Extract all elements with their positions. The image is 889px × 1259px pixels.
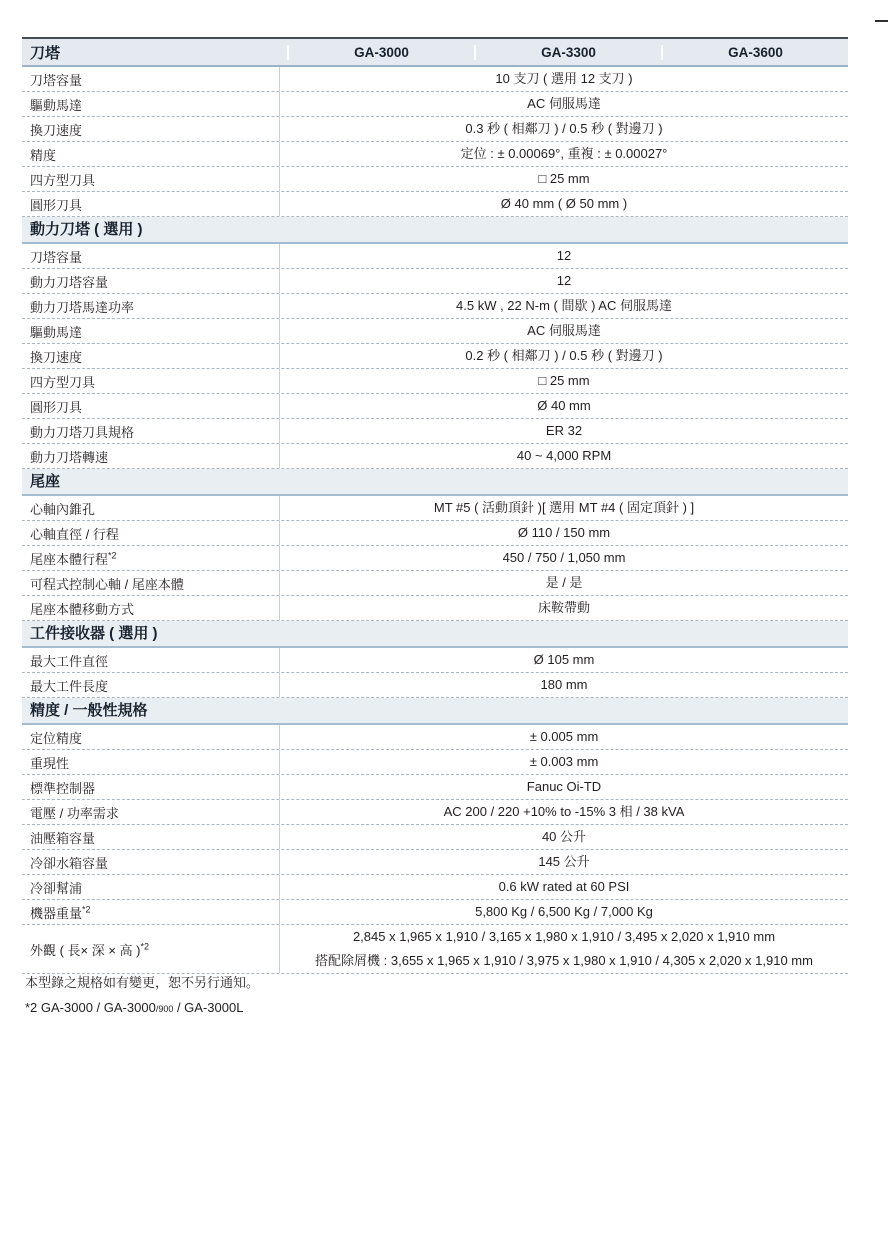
spec-value (279, 244, 848, 268)
table-row (22, 269, 848, 294)
spec-value-line: 40 公升 (541, 829, 587, 844)
table-row (22, 419, 848, 444)
spec-value (279, 800, 848, 824)
spec-value (279, 521, 848, 545)
spec-value-line: 是 / 是 (545, 575, 583, 590)
spec-value-line: 450 / 750 / 1,050 mm (502, 550, 626, 565)
spec-label: 心軸內錐孔 (30, 501, 96, 517)
spec-value (279, 546, 848, 570)
spec-label: 定位精度 (30, 730, 83, 746)
spec-label: 換刀速度 (30, 349, 83, 365)
section-header: 尾座 (22, 469, 848, 496)
table-row (22, 369, 848, 394)
table-row (22, 850, 848, 875)
spec-value (279, 394, 848, 418)
spec-value (279, 419, 848, 443)
spec-label: 心軸直徑 / 行程 (30, 526, 119, 542)
table-row (22, 294, 848, 319)
model-column-header-ga3000: GA-3000 (287, 45, 474, 60)
table-header-row (22, 39, 848, 67)
model-column-header-ga3300: GA-3300 (474, 45, 661, 60)
spec-value-line: Fanuc Oi-TD (526, 779, 602, 794)
table-row (22, 800, 848, 825)
spec-table (22, 37, 848, 974)
footnotes (25, 970, 259, 1022)
spec-value (279, 825, 848, 849)
spec-value-line: Ø 40 mm ( Ø 50 mm ) (500, 196, 628, 211)
spec-label: 尾座本體移動方式 (30, 601, 135, 617)
spec-value (279, 444, 848, 468)
table-row (22, 192, 848, 217)
spec-value (279, 192, 848, 216)
spec-label: 外觀 ( 長× 深 × 高 )$^{*2}$ (30, 941, 150, 958)
spec-value (279, 269, 848, 293)
table-row (22, 394, 848, 419)
table-row (22, 775, 848, 800)
spec-value (279, 67, 848, 91)
spec-value-line: 床鞍帶動 (537, 600, 590, 615)
spec-value-line: ± 0.003 mm (529, 754, 599, 769)
spec-label: 可程式控制心軸 / 尾座本體 (30, 576, 184, 592)
table-row (22, 344, 848, 369)
spec-value-line: 5,800 Kg / 6,500 Kg / 7,000 Kg (475, 904, 653, 919)
spec-value-line: 145 公升 (538, 854, 590, 869)
spec-value (279, 319, 848, 343)
spec-value-line: 0.6 kW rated at 60 PSI (498, 879, 630, 894)
footnote-models-prefix: *2 GA-3000 / GA-3000 (25, 1000, 156, 1015)
spec-label: 機器重量$^{*2}$ (30, 904, 91, 921)
table-row (22, 571, 848, 596)
spec-label: 圓形刀具 (30, 399, 83, 415)
spec-label: 刀塔容量 (30, 72, 83, 88)
spec-value-line: 搭配除屑機 : 3,655 x 1,965 x 1,910 / 3,975 x 1,980 x 1,910 / 4,305 x 2,020 x 1,910 mm (315, 953, 813, 968)
spec-value (279, 571, 848, 595)
table-row (22, 925, 848, 974)
table-row (22, 725, 848, 750)
footnote-general: 本型錄之規格如有變更，恕不另行通知。 (25, 975, 260, 990)
spec-value-line: □ 25 mm (538, 373, 590, 388)
spec-value-line: 10 支刀 ( 選用 12 支刀 ) (495, 71, 633, 86)
spec-label: 油壓箱容量 (30, 830, 96, 846)
spec-value-line: Ø 110 / 150 mm (517, 525, 611, 540)
table-row (22, 648, 848, 673)
spec-value (279, 850, 848, 874)
table-row (22, 244, 848, 269)
crop-mark (875, 20, 888, 22)
spec-value-line: 180 mm (540, 677, 588, 692)
table-row (22, 92, 848, 117)
section-header: 精度 / 一般性規格 (22, 698, 848, 725)
spec-value (279, 725, 848, 749)
spec-label: 四方型刀具 (30, 374, 96, 390)
spec-value-line: 0.2 秒 ( 相鄰刀 ) / 0.5 秒 ( 對邊刀 ) (465, 348, 663, 363)
spec-value (279, 117, 848, 141)
spec-value-line: 4.5 kW , 22 N-m ( 間歇 ) AC 伺服馬達 (456, 298, 672, 313)
table-row (22, 875, 848, 900)
footnote-models (25, 995, 259, 1022)
table-row (22, 825, 848, 850)
table-row (22, 444, 848, 469)
table-body (22, 67, 848, 974)
spec-label: 冷卻幫浦 (30, 880, 83, 896)
spec-value-line: Ø 40 mm (537, 398, 591, 413)
spec-value-line: □ 25 mm (538, 171, 590, 186)
spec-value (279, 294, 848, 318)
table-row (22, 596, 848, 621)
table-row (22, 167, 848, 192)
spec-value (279, 496, 848, 520)
spec-label: 動力刀塔刀具規格 (30, 424, 135, 440)
table-row (22, 117, 848, 142)
spec-label: 精度 (30, 147, 57, 163)
spec-value (279, 900, 848, 924)
table-row (22, 67, 848, 92)
spec-value (279, 344, 848, 368)
spec-label: 驅動馬達 (30, 97, 83, 113)
spec-label: 換刀速度 (30, 122, 83, 138)
spec-label: 重現性 (30, 755, 70, 771)
spec-label: 冷卻水箱容量 (30, 855, 109, 871)
spec-label: 刀塔容量 (30, 249, 83, 265)
table-header-title: 刀塔 (30, 44, 61, 62)
spec-value-line: 定位 : ± 0.00069°, 重複 : ± 0.00027° (460, 146, 668, 161)
spec-value-line: Ø 105 mm (533, 652, 595, 667)
spec-label: 四方型刀具 (30, 172, 96, 188)
spec-value (279, 775, 848, 799)
spec-value-line: AC 200 / 220 +10% to -15% 3 相 / 38 kVA (443, 804, 685, 819)
table-row (22, 521, 848, 546)
spec-value (279, 142, 848, 166)
spec-label: 最大工件長度 (30, 678, 109, 694)
spec-label: 動力刀塔容量 (30, 274, 109, 290)
spec-value-line: 12 (556, 273, 572, 288)
spec-value (279, 673, 848, 697)
table-row (22, 673, 848, 698)
table-row (22, 900, 848, 925)
table-row (22, 750, 848, 775)
table-row (22, 496, 848, 521)
model-column-header-ga3600: GA-3600 (661, 45, 848, 60)
spec-label: 動力刀塔轉速 (30, 449, 109, 465)
footnote-marker: *2 (108, 550, 117, 561)
table-row (22, 142, 848, 167)
footnote-marker: *2 (82, 904, 91, 915)
footnote-models-sub: /900 (155, 1004, 174, 1014)
spec-label: 標準控制器 (30, 780, 96, 796)
spec-value (279, 167, 848, 191)
spec-label: 電壓 / 功率需求 (30, 805, 119, 821)
spec-label: 驅動馬達 (30, 324, 83, 340)
spec-label: 圓形刀具 (30, 197, 83, 213)
section-header: 動力刀塔 ( 選用 ) (22, 217, 848, 244)
spec-value-line: 12 (556, 248, 572, 263)
spec-value-line: ER 32 (545, 423, 583, 438)
table-row (22, 546, 848, 571)
table-row (22, 319, 848, 344)
spec-value-line: 2,845 x 1,965 x 1,910 / 3,165 x 1,980 x 1,910 / 3,495 x 2,020 x 1,910 mm (352, 929, 776, 944)
spec-value (279, 92, 848, 116)
spec-value (279, 875, 848, 899)
section-header: 工件接收器 ( 選用 ) (22, 621, 848, 648)
spec-label: 最大工件直徑 (30, 653, 109, 669)
spec-value-line: AC 伺服馬達 (527, 96, 601, 111)
spec-value (279, 750, 848, 774)
spec-value (279, 596, 848, 620)
spec-label: 動力刀塔馬達功率 (30, 299, 135, 315)
spec-value-line: 40 ~ 4,000 RPM (516, 448, 612, 463)
spec-label: 尾座本體行程$^{*2}$ (30, 550, 117, 567)
spec-value-line: AC 伺服馬達 (527, 323, 601, 338)
footnote-marker: *2 (140, 941, 150, 952)
spec-value (279, 925, 848, 973)
footnote-models-suffix: / GA-3000L (173, 1000, 244, 1015)
spec-value (279, 369, 848, 393)
spec-value-line: 0.3 秒 ( 相鄰刀 ) / 0.5 秒 ( 對邊刀 ) (465, 121, 663, 136)
spec-value-line: MT #5 ( 活動頂針 )[ 選用 MT #4 ( 固定頂針 ) ] (433, 500, 695, 515)
spec-value-line: ± 0.005 mm (529, 729, 599, 744)
spec-value (279, 648, 848, 672)
